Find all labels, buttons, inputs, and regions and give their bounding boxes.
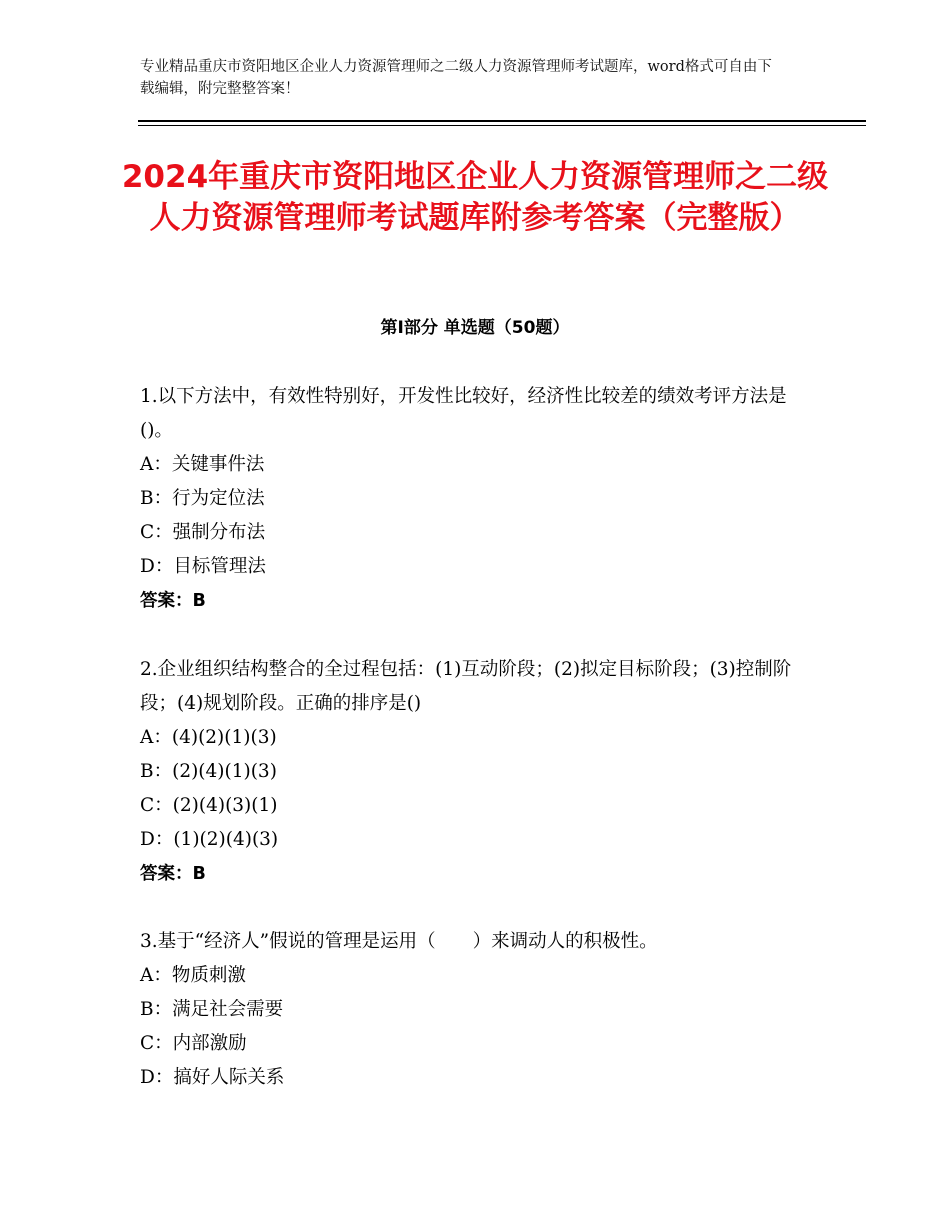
option-d: D：目标管理法 (140, 556, 266, 577)
document-title: 2024年重庆市资阳地区企业人力资源管理师之二级人力资源管理师考试题库附参考答案（完整版） (121, 159, 829, 236)
option-a: A：关键事件法 (140, 454, 265, 475)
option-d: D：搞好人际关系 (140, 1067, 285, 1088)
option-b: B：满足社会需要 (140, 999, 284, 1020)
answer: 答案：B (140, 591, 206, 611)
option-d: D：(1)(2)(4)(3) (140, 829, 279, 850)
option-c: C：强制分布法 (140, 522, 266, 543)
option-a: A：(4)(2)(1)(3) (140, 727, 277, 748)
header-divider-thin (138, 125, 866, 126)
header-divider-thick (138, 120, 866, 122)
option-a: A：物质刺激 (140, 965, 246, 986)
question-1 (140, 380, 812, 618)
option-b: B：行为定位法 (140, 488, 265, 509)
section-heading: 第Ⅰ部分 单选题（50题） (380, 318, 570, 338)
question-stem: 3.基于“经济人”假说的管理是运用（ ）来调动人的积极性。 (140, 931, 658, 952)
header-note: 专业精品重庆市资阳地区企业人力资源管理师之二级人力资源管理师考试题库，word格式可自由下载编辑，附完整整答案！ (140, 59, 772, 97)
question-3 (140, 925, 812, 1095)
question-stem: 1.以下方法中，有效性特别好，开发性比较好，经济性比较差的绩效考评方法是()。 (140, 386, 787, 441)
question-2 (140, 653, 812, 891)
option-b: B：(2)(4)(1)(3) (140, 761, 277, 782)
option-c: C：(2)(4)(3)(1) (140, 795, 278, 816)
answer: 答案：B (140, 864, 206, 884)
question-stem: 2.企业组织结构整合的全过程包括：(1)互动阶段；(2)拟定目标阶段；(3)控制阶段；(4)规划阶段。正确的排序是() (140, 659, 792, 714)
option-c: C：内部激励 (140, 1033, 247, 1054)
